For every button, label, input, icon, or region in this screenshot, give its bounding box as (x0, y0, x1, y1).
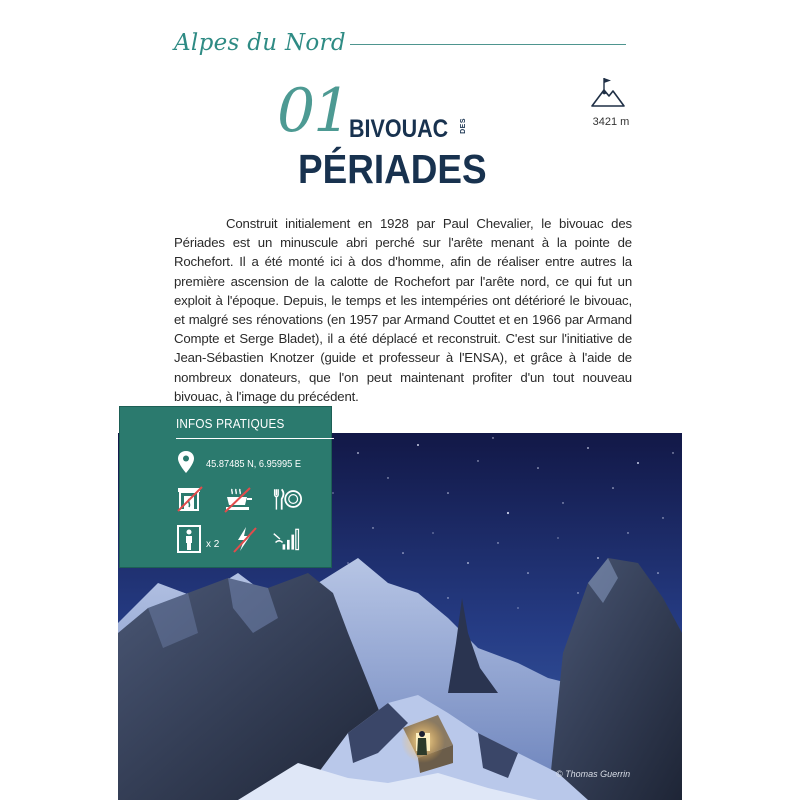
cutlery-plate-icon (272, 485, 302, 513)
electricity-icon (230, 525, 260, 553)
infos-pratiques-panel (119, 406, 332, 568)
photo-credit: © Thomas Guerrin (556, 769, 631, 779)
sleeping-quantity: x 2 (206, 539, 220, 550)
coordinates: 45.87485 N, 6.95995 E (206, 458, 302, 470)
altitude-label: 3421 m (592, 116, 630, 128)
title-periades: PÉRIADES (298, 146, 487, 192)
title-des: DES (460, 118, 467, 134)
guardian-person-icon (175, 525, 205, 553)
infos-header: INFOS PRATIQUES (176, 416, 285, 431)
description-paragraph: Construit initialement en 1928 par Paul Chevalier, le bivouac des Périades est un minuscule abri perché sur l'arête menant à la pointe de Rochefort. Il a été monté ici à dos d'homme, afin de réaliser entre autres la première ascension de la calotte de Rochefort par l'arête nord, ce qui fut un exploit à l'époque. Depuis, le temps et les intempéries ont détérioré le bivouac, et malgré ses rénovations (en 1957 par Armand Couttet et en 1966 par Armand Compte et Serge Bladet), il a été déplacé et reconstruit. C'est sur l'initiative de Jean-Sébastien Knotzer (guide et professeur à l'ENSA), et grâce à l'aide de nombreux donateurs, que l'on peut maintenant profiter d'un tout nouveau bivouac, à l'image du précédent. (174, 216, 632, 404)
header-divider (350, 44, 626, 45)
network-signal-icon (272, 525, 302, 553)
stove-icon (223, 485, 253, 513)
fireplace-icon (175, 485, 205, 513)
title-bivouac: BIVOUAC (349, 115, 449, 143)
location-pin-icon (177, 450, 195, 474)
entry-number: 01 (277, 76, 350, 146)
region-title: Alpes du Nord (174, 30, 346, 56)
infos-divider (176, 438, 334, 439)
summit-flag-icon (590, 76, 626, 108)
